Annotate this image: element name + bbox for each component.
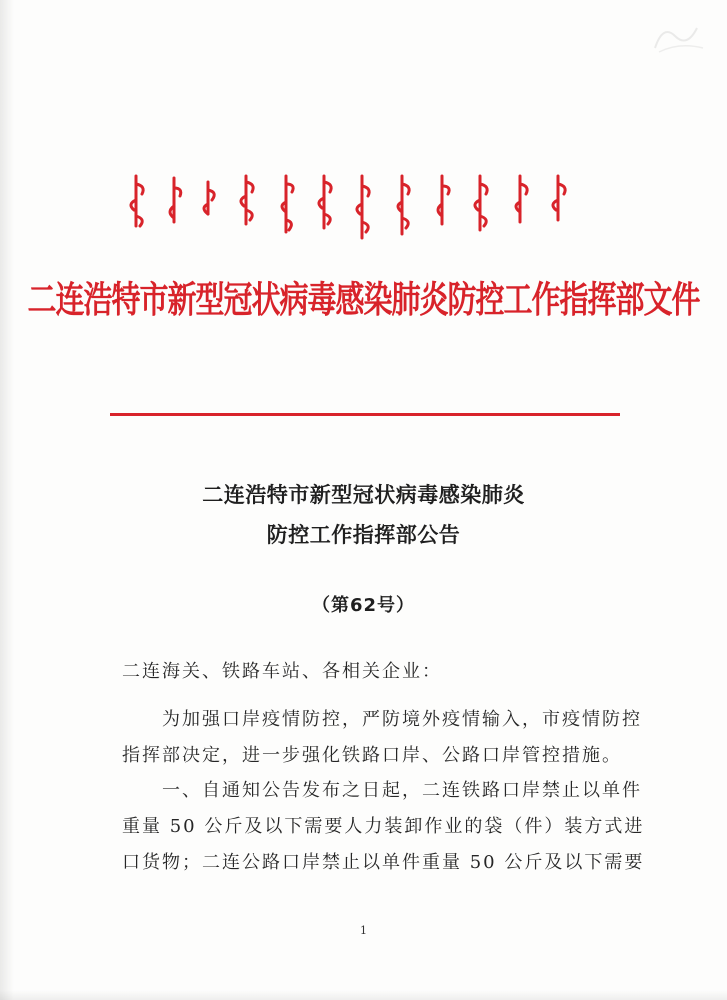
red-divider-rule [110, 413, 620, 416]
paragraph-2-line-1: 一、自通知公告发布之日起，二连铁路口岸禁止以单件 [162, 780, 642, 801]
notice-title-line-1: 二连浩特市新型冠状病毒感染肺炎 [202, 483, 525, 507]
page-number: 1 [360, 924, 367, 937]
paragraph-2-line-3: 口货物；二连公路口岸禁止以单件重量 50 公斤及以下需要 [122, 852, 645, 873]
scan-shadow-bottom [0, 990, 727, 1000]
paragraph-1-line-1: 为加强口岸疫情防控，严防境外疫情输入，市疫情防控 [162, 709, 642, 730]
paragraph-1-line-2: 指挥部决定，进一步强化铁路口岸、公路口岸管控措施。 [122, 745, 622, 766]
addressee-line: 二连海关、铁路车站、各相关企业： [122, 661, 442, 682]
document-number: （第62号） [311, 595, 416, 616]
red-header-title: 二连浩特市新型冠状病毒感染肺炎防控工作指挥部文件 [27, 278, 700, 321]
paragraph-2-line-2: 重量 50 公斤及以下需要人力装卸作业的袋（件）装方式进 [122, 816, 645, 837]
mongolian-script-header [118, 172, 598, 246]
notice-title-line-2: 防控工作指挥部公告 [266, 523, 461, 547]
faint-corner-mark [649, 18, 709, 58]
